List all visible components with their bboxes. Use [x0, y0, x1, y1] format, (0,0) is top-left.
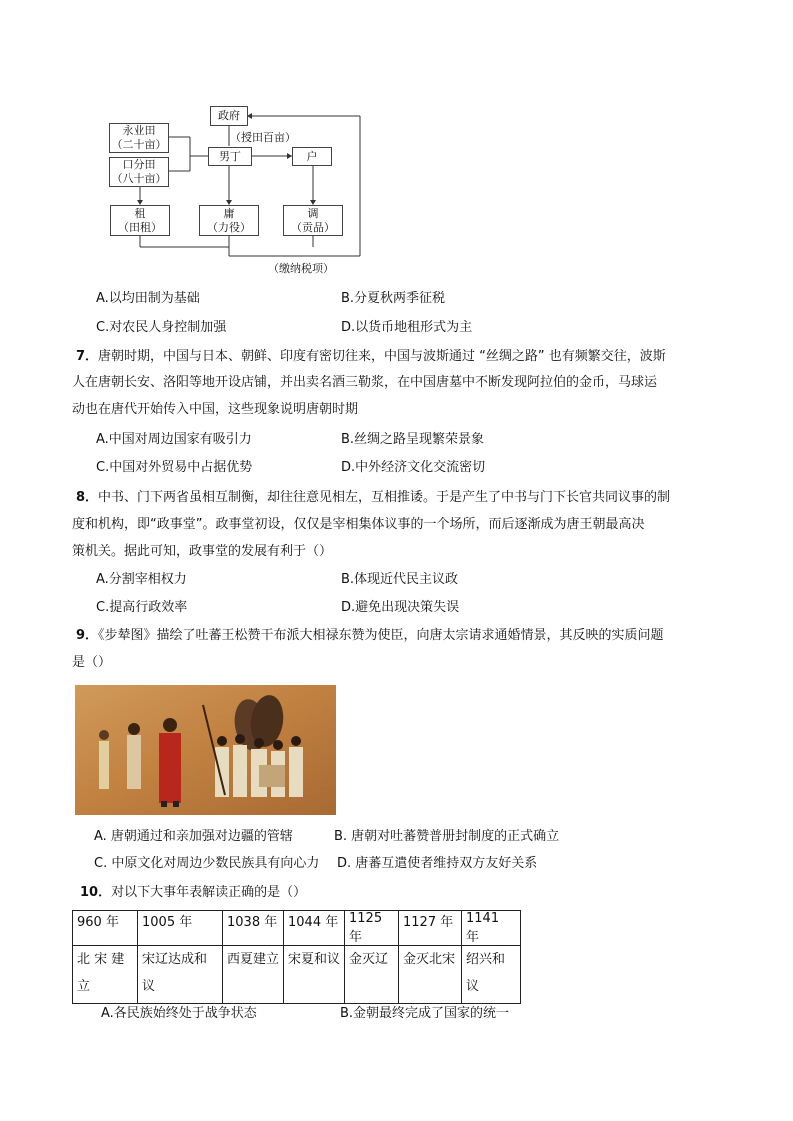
- yongye-sub: （二十亩）: [111, 138, 167, 151]
- yong-label: 庸: [223, 206, 235, 220]
- q9-option-a[interactable]: A. 唐朝通过和亲加强对边疆的管辖: [94, 829, 293, 844]
- q8-number: 8．: [76, 490, 99, 505]
- q9-stem-line1: [76, 627, 664, 645]
- q10-stem: [80, 884, 306, 902]
- q10-option-a[interactable]: A.各民族始终处于战争状态: [101, 1006, 257, 1021]
- q8-option-d[interactable]: D.避免出现决策失误: [341, 600, 460, 615]
- table-cell: 1125 年: [345, 911, 399, 946]
- table-cell: 宋辽达成和议: [138, 946, 223, 1004]
- q8-stem-line1: [76, 489, 670, 507]
- q7-option-b[interactable]: B.丝绸之路呈现繁荣景象: [341, 432, 485, 447]
- q8-option-a[interactable]: A.分割宰相权力: [96, 572, 187, 587]
- koufen-field-box: [109, 157, 169, 187]
- table-cell: 1044 年: [284, 911, 345, 946]
- yong-sub: （力役）: [207, 220, 251, 234]
- government-label: 政府: [218, 109, 240, 122]
- table-cell: 1127 年: [399, 911, 462, 946]
- nanding-box: [208, 147, 252, 166]
- q9-option-c[interactable]: C. 中原文化对周边少数民族具有向心力: [94, 856, 320, 871]
- q10-stem-text: 对以下大事年表解读正确的是（）: [111, 885, 307, 900]
- q10-number: 10．: [80, 885, 112, 900]
- table-cell: 1038 年: [223, 911, 284, 946]
- table-cell: 金灭辽: [345, 946, 399, 1004]
- q8-option-b[interactable]: B.体现近代民主议政: [341, 572, 459, 587]
- q7-option-d[interactable]: D.中外经济文化交流密切: [341, 460, 486, 475]
- bunian-painting: [75, 685, 336, 815]
- q8-option-c[interactable]: C.提高行政效率: [96, 600, 188, 615]
- q6-option-c[interactable]: C.对农民人身控制加强: [96, 320, 227, 335]
- nanding-label: 男丁: [219, 149, 241, 163]
- table-row-years: [73, 911, 521, 946]
- tax-items-label: （缴纳税项）: [268, 262, 334, 275]
- q7-option-a[interactable]: A.中国对周边国家有吸引力: [96, 432, 252, 447]
- household-label: 户: [306, 149, 318, 163]
- q8-stem-text1: 中书、门下两省虽相互制衡，却往往意见相左，互相推诿。于是产生了中书与门下长官共同议事的制: [98, 490, 671, 505]
- q6-option-d[interactable]: D.以货币地租形式为主: [341, 320, 473, 335]
- q10-option-b[interactable]: B.金朝最终完成了国家的统一: [340, 1006, 510, 1021]
- diao-label: 调: [307, 206, 319, 220]
- q6-option-b[interactable]: B.分夏秋两季征税: [341, 291, 446, 306]
- zu-sub: （田租）: [118, 220, 162, 234]
- q7-stem-text1: 唐朝时期，中国与日本、朝鲜、印度有密切往来，中国与波斯通过 “丝绸之路” 也有频繁交往，波斯: [98, 349, 666, 364]
- yongye-label: 永业田: [122, 124, 156, 137]
- q7-number: 7．: [76, 349, 99, 364]
- household-box: [292, 147, 332, 166]
- q7-option-c[interactable]: C.中国对外贸易中占据优势: [96, 460, 253, 475]
- table-cell: 西夏建立: [223, 946, 284, 1004]
- koufen-sub: （八十亩）: [111, 172, 167, 185]
- q7-stem-line3: 动也在唐代开始传入中国，这些现象说明唐朝时期: [72, 402, 359, 417]
- chronology-table: [72, 910, 521, 1004]
- q9-stem-line2: 是（）: [72, 655, 112, 670]
- koufen-label: 口分田: [122, 158, 156, 171]
- table-row-events: [73, 946, 521, 1004]
- zu-label: 租: [134, 206, 146, 220]
- q7-stem-line2: 人在唐朝长安、洛阳等地开设店铺，并出卖名酒三勒浆，在中国唐墓中不断发现阿拉伯的金币，马球运: [72, 375, 658, 390]
- painting-illustration: [75, 685, 336, 815]
- zu-box: [110, 205, 170, 236]
- q7-stem-line1: [76, 348, 666, 366]
- q9-option-b[interactable]: B. 唐朝对吐蕃赞普册封制度的正式确立: [334, 829, 560, 844]
- yong-box: [199, 205, 259, 236]
- table-cell: 金灭北宋: [399, 946, 462, 1004]
- q9-stem-text1: 《步辇图》描绘了吐蕃王松赞干布派大相禄东赞为使臣，向唐太宗请求通婚情景，其反映的实质问题: [98, 628, 664, 643]
- q9-number: 9．: [76, 628, 99, 643]
- table-cell: 北 宋 建立: [73, 946, 138, 1004]
- diao-box: [283, 205, 343, 236]
- q8-stem-line2: 度和机构，即“政事堂”。政事堂初设，仅仅是宰相集体议事的一个场所，而后逐渐成为唐王朝最高决: [72, 517, 645, 532]
- q8-stem-line3: 策机关。据此可知，政事堂的发展有利于（）: [72, 544, 333, 559]
- q6-option-a[interactable]: A.以均田制为基础: [96, 291, 200, 306]
- table-cell: 1005 年: [138, 911, 223, 946]
- government-box: [210, 106, 248, 126]
- yongye-field-box: [109, 123, 169, 153]
- q9-option-d[interactable]: D. 唐蕃互遣使者维持双方友好关系: [337, 856, 538, 871]
- table-cell: 960 年: [73, 911, 138, 946]
- table-cell: 1141 年: [462, 911, 521, 946]
- diao-sub: （贡品）: [291, 220, 335, 234]
- table-cell: 宋夏和议: [284, 946, 345, 1004]
- grant-label: （授田百亩）: [230, 131, 296, 144]
- table-cell: 绍兴和议: [462, 946, 521, 1004]
